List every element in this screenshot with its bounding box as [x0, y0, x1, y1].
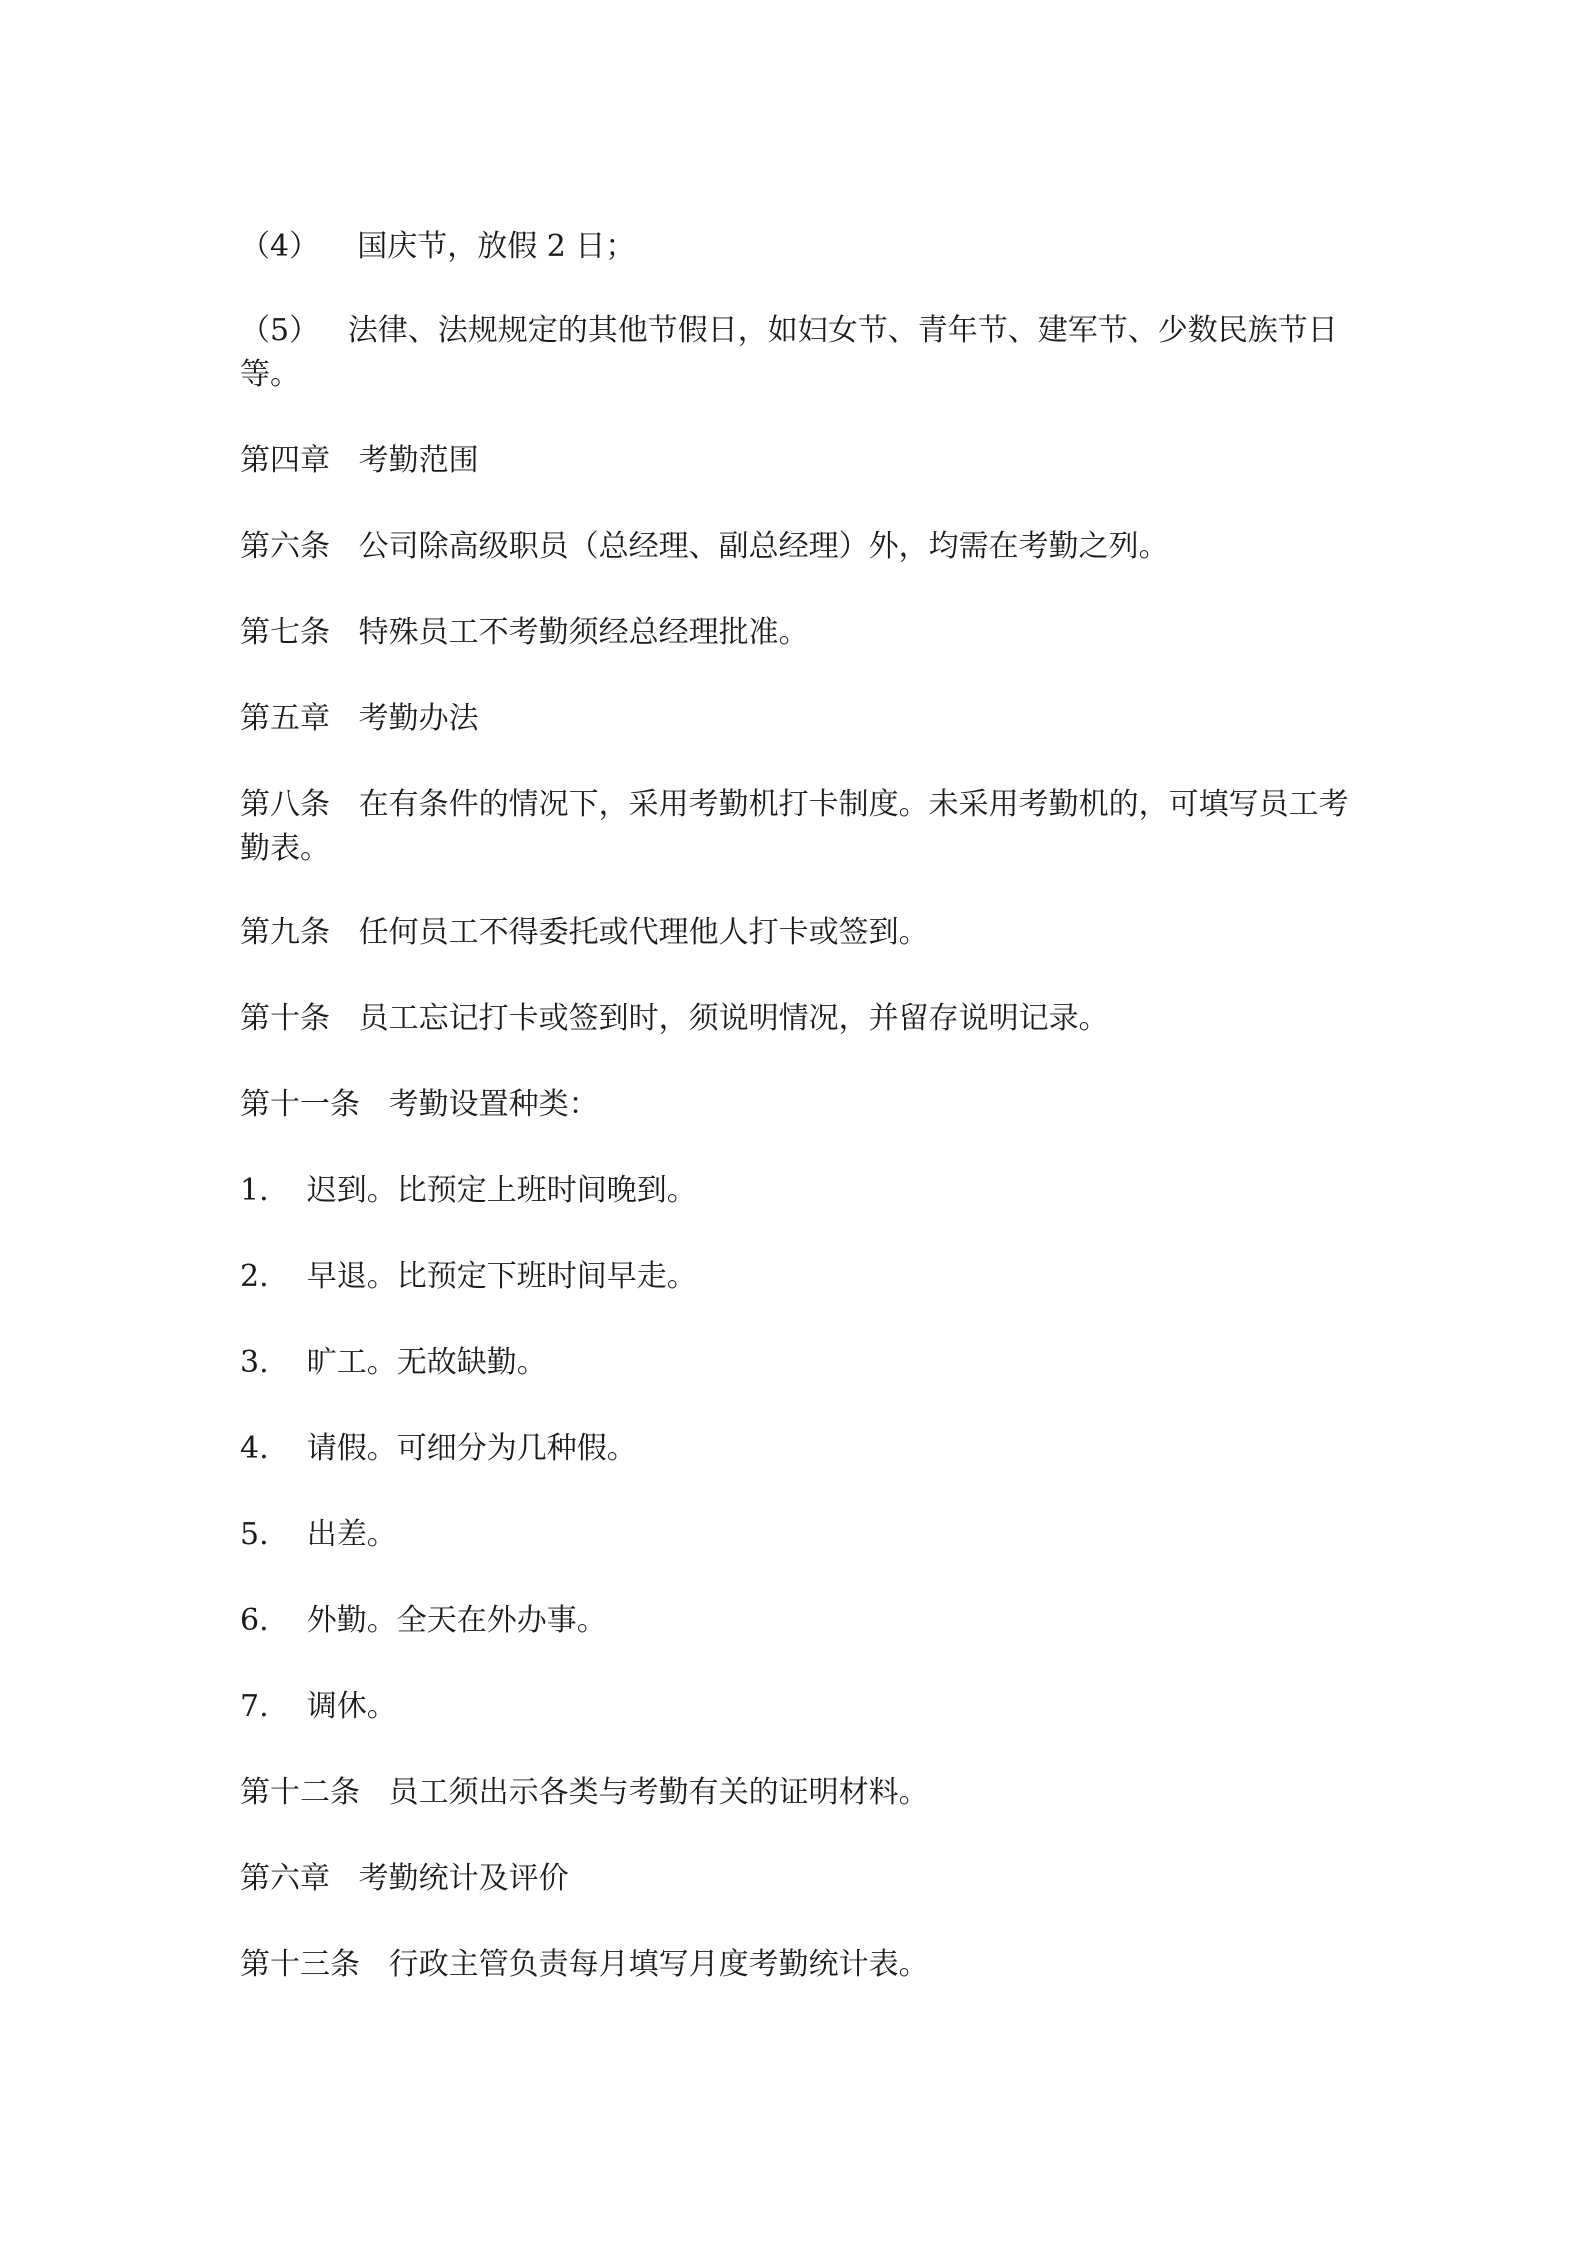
list-number: 2.	[240, 1259, 269, 1294]
article-7	[240, 611, 1360, 655]
article-10	[240, 997, 1360, 1041]
list-item-4	[240, 1427, 1360, 1471]
article-11	[240, 1083, 1360, 1127]
paragraph-label: （5）	[240, 313, 320, 348]
article-text: 任何员工不得委托或代理他人打卡或签到。	[358, 915, 929, 950]
article-text: 员工忘记打卡或签到时，须说明情况，并留存说明记录。	[358, 1001, 1109, 1036]
article-12	[240, 1771, 1360, 1815]
list-number: 1.	[240, 1173, 269, 1208]
chapter-label: 第六章	[240, 1861, 330, 1896]
article-label: 第九条	[240, 915, 330, 950]
article-text: 在有条件的情况下，采用考勤机打卡制度。未采用考勤机的，可填写员工考勤表。	[240, 787, 1349, 866]
article-label: 第十一条	[240, 1087, 360, 1122]
list-number: 7.	[240, 1689, 269, 1724]
list-text: 迟到。比预定上班时间晚到。	[306, 1173, 697, 1208]
list-text: 请假。可细分为几种假。	[306, 1431, 637, 1466]
list-number: 6.	[240, 1603, 269, 1638]
chapter-6-heading	[240, 1857, 1360, 1901]
chapter-4-heading	[240, 439, 1360, 483]
list-number: 5.	[240, 1517, 269, 1552]
list-text: 外勤。全天在外办事。	[306, 1603, 607, 1638]
list-item-3	[240, 1341, 1360, 1385]
article-8	[240, 783, 1360, 871]
article-text: 员工须出示各类与考勤有关的证明材料。	[388, 1775, 929, 1810]
article-label: 第十三条	[240, 1947, 360, 1982]
article-9	[240, 911, 1360, 955]
list-item-7	[240, 1685, 1360, 1729]
article-text: 行政主管负责每月填写月度考勤统计表。	[388, 1947, 929, 1982]
list-item-2	[240, 1255, 1360, 1299]
list-number: 4.	[240, 1431, 269, 1466]
article-13	[240, 1943, 1360, 1987]
chapter-label: 第四章	[240, 443, 330, 478]
article-6	[240, 525, 1360, 569]
article-label: 第十二条	[240, 1775, 360, 1810]
list-item-6	[240, 1599, 1360, 1643]
document-body	[240, 225, 1360, 1987]
paragraph-national-day	[240, 225, 1360, 269]
chapter-title: 考勤范围	[358, 443, 479, 478]
article-text: 特殊员工不考勤须经总经理批准。	[358, 615, 809, 650]
chapter-5-heading	[240, 697, 1360, 741]
list-text: 早退。比预定下班时间早走。	[306, 1259, 697, 1294]
chapter-title: 考勤统计及评价	[358, 1861, 569, 1896]
article-label: 第八条	[240, 787, 330, 822]
list-item-5	[240, 1513, 1360, 1557]
chapter-label: 第五章	[240, 701, 330, 736]
article-text: 考勤设置种类：	[388, 1087, 599, 1122]
list-text: 旷工。无故缺勤。	[306, 1345, 547, 1380]
list-text: 调休。	[306, 1689, 397, 1724]
paragraph-label: （4）	[240, 229, 320, 264]
list-item-1	[240, 1169, 1360, 1213]
list-number: 3.	[240, 1345, 269, 1380]
chapter-title: 考勤办法	[358, 701, 479, 736]
list-text: 出差。	[306, 1517, 397, 1552]
article-label: 第七条	[240, 615, 330, 650]
paragraph-text: 国庆节，放假 2 日；	[357, 229, 636, 264]
paragraph-text: 法律、法规规定的其他节假日，如妇女节、青年节、建军节、少数民族节日等。	[240, 313, 1338, 392]
article-label: 第十条	[240, 1001, 330, 1036]
article-label: 第六条	[240, 529, 330, 564]
paragraph-other-holidays	[240, 309, 1360, 397]
article-text: 公司除高级职员（总经理、副总经理）外，均需在考勤之列。	[358, 529, 1169, 564]
